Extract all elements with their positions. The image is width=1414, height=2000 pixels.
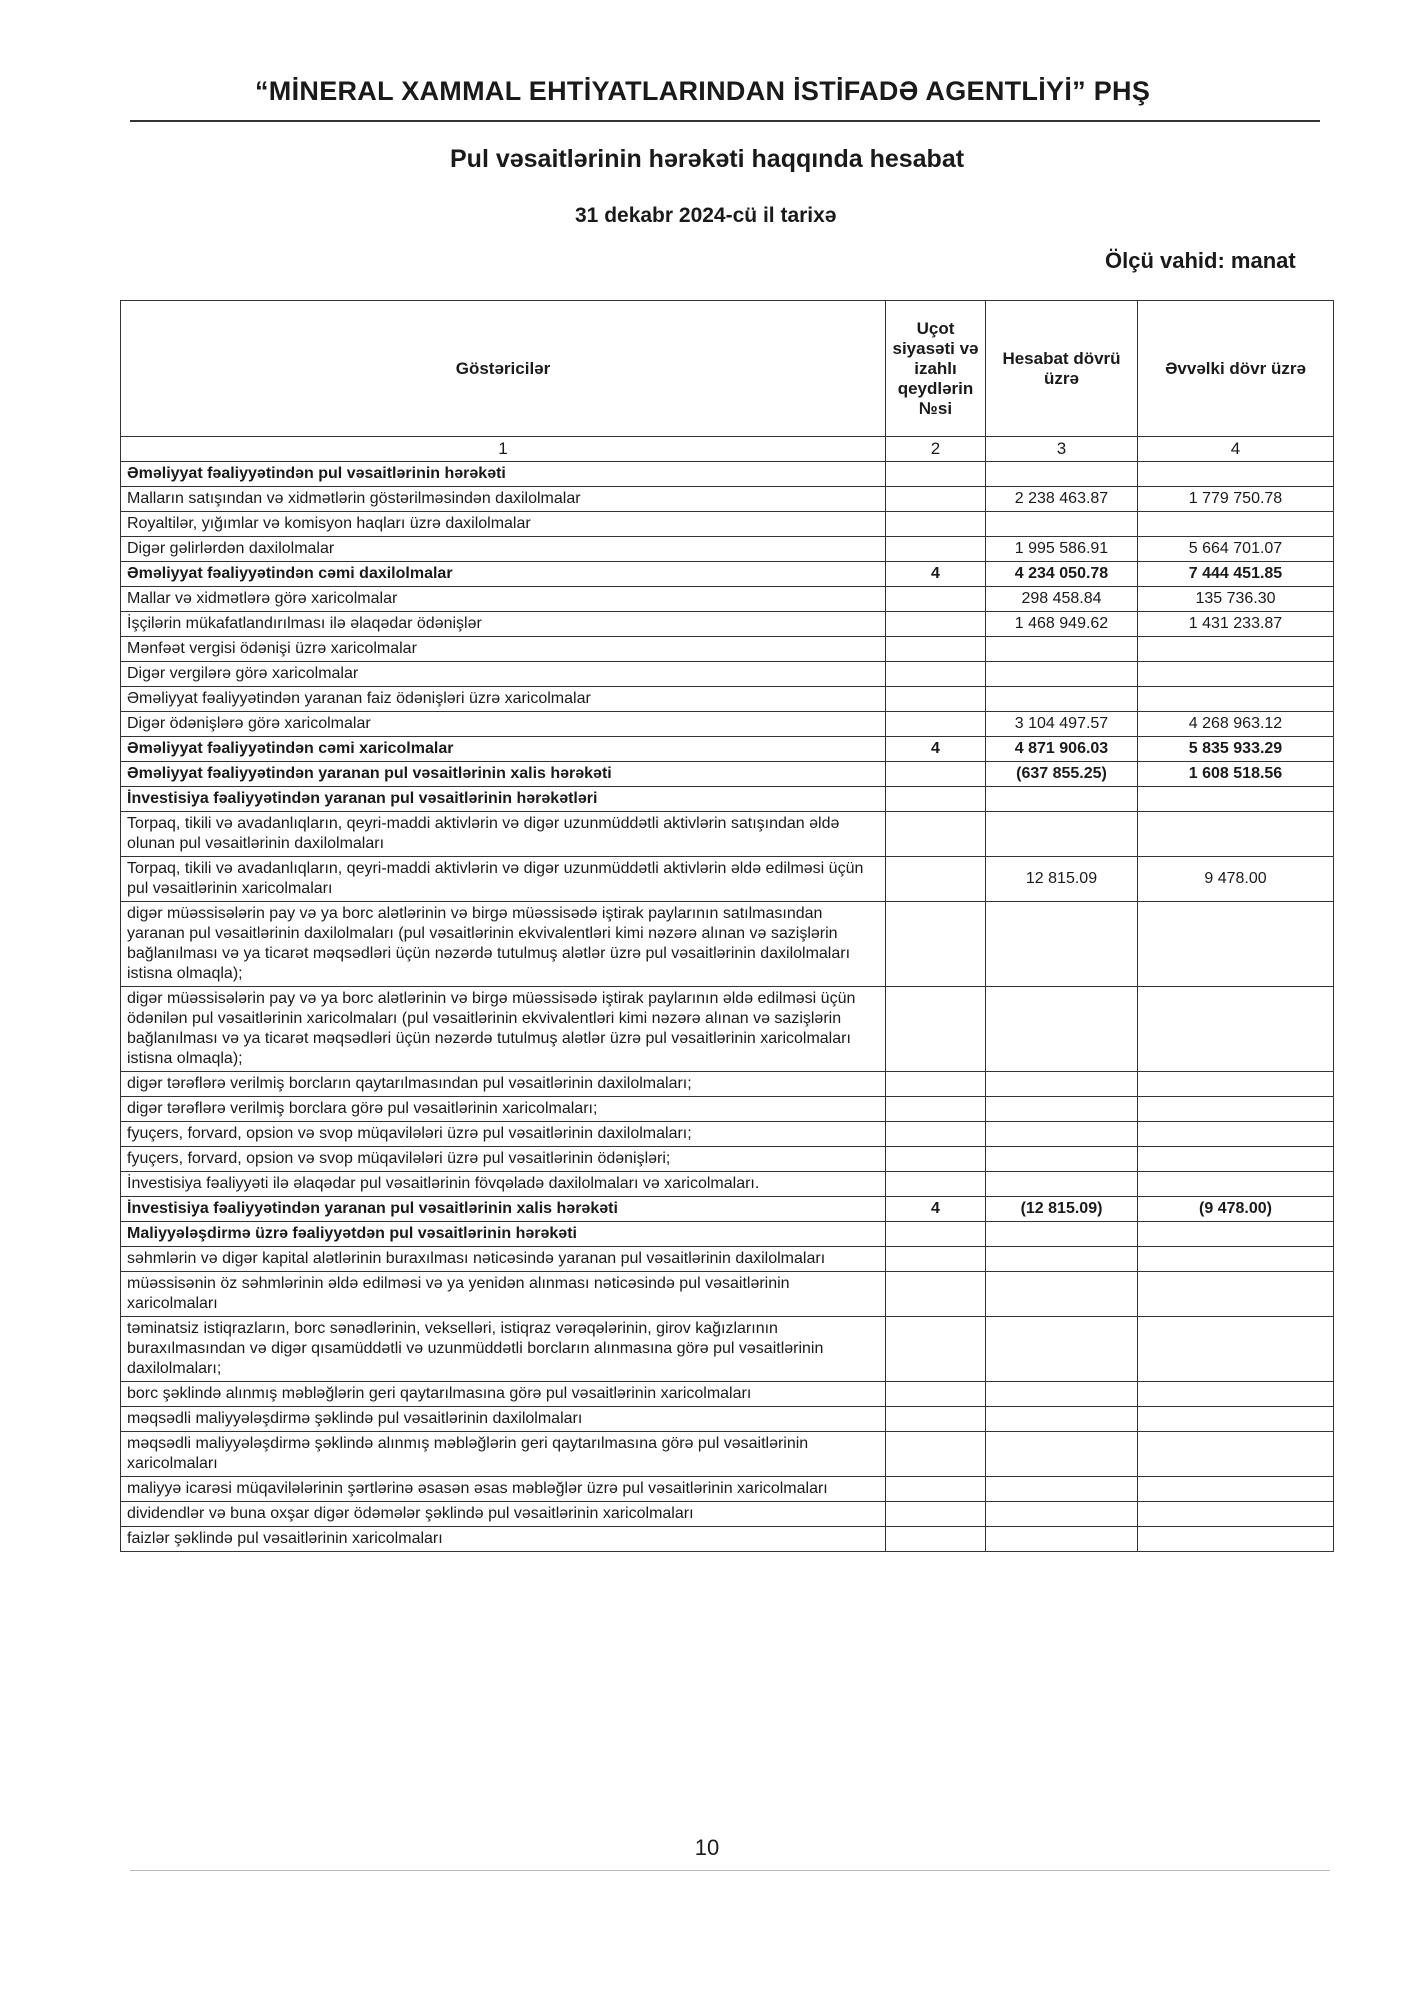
table-row xyxy=(121,712,1334,737)
row-note xyxy=(886,462,986,487)
table-row xyxy=(121,812,1334,857)
table-row xyxy=(121,662,1334,687)
row-current-period xyxy=(986,1527,1138,1552)
row-previous-period xyxy=(1138,1502,1334,1527)
row-label: dividendlər və buna oxşar digər ödəmələr şəklində pul vəsaitlərinin xaricolmaları xyxy=(121,1502,886,1527)
table-row xyxy=(121,1172,1334,1197)
row-previous-period: 135 736.30 xyxy=(1138,587,1334,612)
row-current-period: 4 234 050.78 xyxy=(986,562,1138,587)
page-number: 10 xyxy=(694,1835,720,1860)
table-row xyxy=(121,1317,1334,1382)
row-note xyxy=(886,1247,986,1272)
row-previous-period: 4 268 963.12 xyxy=(1138,712,1334,737)
row-note xyxy=(886,612,986,637)
row-previous-period: (9 478.00) xyxy=(1138,1197,1334,1222)
row-current-period xyxy=(986,1432,1138,1477)
row-previous-period: 1 608 518.56 xyxy=(1138,762,1334,787)
bottom-divider xyxy=(130,1870,1330,1871)
row-note xyxy=(886,787,986,812)
cash-flow-table xyxy=(120,300,1334,1552)
row-note xyxy=(886,712,986,737)
row-previous-period xyxy=(1138,1122,1334,1147)
column-number-row xyxy=(121,437,1334,462)
row-note xyxy=(886,762,986,787)
table-row xyxy=(121,1272,1334,1317)
row-note xyxy=(886,1407,986,1432)
table-row xyxy=(121,1382,1334,1407)
row-current-period xyxy=(986,1122,1138,1147)
row-previous-period xyxy=(1138,1147,1334,1172)
row-label: Digər vergilərə görə xaricolmalar xyxy=(121,662,886,687)
column-header-note: Uçot siyasəti və izahlı qeydlərin №si xyxy=(886,301,986,437)
row-previous-period xyxy=(1138,1527,1334,1552)
table-row xyxy=(121,987,1334,1072)
table-row xyxy=(121,1477,1334,1502)
row-previous-period xyxy=(1138,1432,1334,1477)
table-row xyxy=(121,1097,1334,1122)
row-current-period: 12 815.09 xyxy=(986,857,1138,902)
row-note xyxy=(886,1147,986,1172)
row-note: 4 xyxy=(886,737,986,762)
row-previous-period xyxy=(1138,1477,1334,1502)
row-current-period xyxy=(986,1247,1138,1272)
row-label: digər müəssisələrin pay və ya borc alətlərinin və birgə müəssisədə iştirak paylarının əldə edilməsi üçün ödənilən pul vəsaitlərinin xaricolmaları (pul vəsaitlərinin ekvivalentləri kimi nəzərə alınan və sazişlərin bağlanılması və ya ticarət məqsədləri üçün nəzərdə tutulmuş alətlər üzrə pul vəsaitlərinin xaricolmaları istisna olmaqla); xyxy=(121,987,886,1072)
column-header-current-period: Hesabat dövrü üzrə xyxy=(986,301,1138,437)
row-previous-period xyxy=(1138,1072,1334,1097)
row-label: Əməliyyat fəaliyyətindən cəmi daxilolmalar xyxy=(121,562,886,587)
row-previous-period: 1 431 233.87 xyxy=(1138,612,1334,637)
table-row xyxy=(121,1502,1334,1527)
table-row xyxy=(121,612,1334,637)
row-previous-period: 7 444 451.85 xyxy=(1138,562,1334,587)
row-current-period xyxy=(986,1072,1138,1097)
table-row xyxy=(121,1407,1334,1432)
row-label: İnvestisiya fəaliyyəti ilə əlaqədar pul vəsaitlərinin fövqəladə daxilolmaları və xaricolmaları. xyxy=(121,1172,886,1197)
table-row xyxy=(121,687,1334,712)
row-current-period xyxy=(986,512,1138,537)
table-row xyxy=(121,762,1334,787)
row-note xyxy=(886,987,986,1072)
row-note xyxy=(886,1122,986,1147)
row-label: digər müəssisələrin pay və ya borc alətlərinin və birgə müəssisədə iştirak paylarının satılmasından yaranan pul vəsaitlərinin daxilolmaları (pul vəsaitlərinin ekvivalentləri kimi nəzərə alınan və sazişlərin bağlanılması və ya ticarət məqsədləri üçün nəzərdə tutulmuş alətlər üzrə pul vəsaitlərinin daxilolmaları istisna olmaqla); xyxy=(121,902,886,987)
row-label: digər tərəflərə verilmiş borcların qaytarılmasından pul vəsaitlərinin daxilolmaları; xyxy=(121,1072,886,1097)
row-note xyxy=(886,1222,986,1247)
row-note xyxy=(886,537,986,562)
column-number: 4 xyxy=(1138,437,1334,462)
table-row xyxy=(121,857,1334,902)
table-row xyxy=(121,462,1334,487)
row-current-period xyxy=(986,462,1138,487)
row-note xyxy=(886,687,986,712)
row-previous-period: 5 664 701.07 xyxy=(1138,537,1334,562)
row-label: Mallar və xidmətlərə görə xaricolmalar xyxy=(121,587,886,612)
row-label: Royaltilər, yığımlar və komisyon haqları üzrə daxilolmalar xyxy=(121,512,886,537)
row-note xyxy=(886,1272,986,1317)
row-current-period xyxy=(986,1097,1138,1122)
table-row xyxy=(121,637,1334,662)
row-previous-period xyxy=(1138,902,1334,987)
table-header-row xyxy=(121,301,1334,437)
column-number: 1 xyxy=(121,437,886,462)
organization-name: “MİNERAL XAMMAL EHTİYATLARINDAN İSTİFADƏ AGENTLİYİ” PHŞ xyxy=(255,76,1151,106)
table-row xyxy=(121,737,1334,762)
row-label: Digər gəlirlərdən daxilolmalar xyxy=(121,537,886,562)
row-current-period: 3 104 497.57 xyxy=(986,712,1138,737)
row-previous-period xyxy=(1138,987,1334,1072)
table-row xyxy=(121,562,1334,587)
table-row xyxy=(121,1432,1334,1477)
measurement-unit: Ölçü vahid: manat xyxy=(1105,248,1296,273)
table-row xyxy=(121,512,1334,537)
row-label: maliyyə icarəsi müqavilələrinin şərtlərinə əsasən əsas məbləğlər üzrə pul vəsaitlərinin xaricolmaları xyxy=(121,1477,886,1502)
row-note xyxy=(886,637,986,662)
table-row xyxy=(121,1122,1334,1147)
table-row xyxy=(121,1247,1334,1272)
row-label: Əməliyyat fəaliyyətindən yaranan faiz ödənişləri üzrə xaricolmalar xyxy=(121,687,886,712)
row-previous-period xyxy=(1138,1382,1334,1407)
row-note xyxy=(886,1477,986,1502)
row-current-period xyxy=(986,902,1138,987)
row-note xyxy=(886,1432,986,1477)
row-previous-period xyxy=(1138,787,1334,812)
row-label: Əməliyyat fəaliyyətindən pul vəsaitlərinin hərəkəti xyxy=(121,462,886,487)
row-label: fyuçers, forvard, opsion və svop müqavilələri üzrə pul vəsaitlərinin daxilolmaları; xyxy=(121,1122,886,1147)
row-label: Malların satışından və xidmətlərin göstərilməsindən daxilolmalar xyxy=(121,487,886,512)
row-note xyxy=(886,662,986,687)
row-previous-period xyxy=(1138,687,1334,712)
row-current-period xyxy=(986,1272,1138,1317)
report-date: 31 dekabr 2024-cü il tarixə xyxy=(575,204,837,227)
row-previous-period: 5 835 933.29 xyxy=(1138,737,1334,762)
report-title: Pul vəsaitlərinin hərəkəti haqqında hesabat xyxy=(450,145,965,173)
row-previous-period xyxy=(1138,1247,1334,1272)
row-note xyxy=(886,487,986,512)
row-current-period xyxy=(986,662,1138,687)
row-note: 4 xyxy=(886,1197,986,1222)
row-label: məqsədli maliyyələşdirmə şəklində pul vəsaitlərinin daxilolmaları xyxy=(121,1407,886,1432)
row-label: Mənfəət vergisi ödənişi üzrə xaricolmalar xyxy=(121,637,886,662)
row-label: Digər ödənişlərə görə xaricolmalar xyxy=(121,712,886,737)
row-previous-period xyxy=(1138,512,1334,537)
row-label: təminatsiz istiqrazların, borc sənədlərinin, vekselləri, istiqraz vərəqələrinin, girov kağızlarının buraxılmasından və digər qısamüddətli və uzunmüddətli borcların alınmasına görə pul vəsaitlərinin daxilolmaları; xyxy=(121,1317,886,1382)
row-note xyxy=(886,1382,986,1407)
row-label: Əməliyyat fəaliyyətindən yaranan pul vəsaitlərinin xalis hərəkəti xyxy=(121,762,886,787)
row-label: Maliyyələşdirmə üzrə fəaliyyətdən pul vəsaitlərinin hərəkəti xyxy=(121,1222,886,1247)
row-previous-period xyxy=(1138,812,1334,857)
row-label: İşçilərin mükafatlandırılması ilə əlaqədar ödənişlər xyxy=(121,612,886,637)
title-underline xyxy=(130,120,1320,122)
row-label: faizlər şəklində pul vəsaitlərinin xaricolmaları xyxy=(121,1527,886,1552)
row-current-period: 1 468 949.62 xyxy=(986,612,1138,637)
row-current-period xyxy=(986,1172,1138,1197)
row-current-period xyxy=(986,1407,1138,1432)
row-label: fyuçers, forvard, opsion və svop müqavilələri üzrə pul vəsaitlərinin ödənişləri; xyxy=(121,1147,886,1172)
row-label: Torpaq, tikili və avadanlıqların, qeyri-maddi aktivlərin və digər uzunmüddətli aktivlərin əldə edilməsi üçün pul vəsaitlərinin xaricolmaları xyxy=(121,857,886,902)
row-previous-period xyxy=(1138,1317,1334,1382)
table-row xyxy=(121,1147,1334,1172)
row-note xyxy=(886,1317,986,1382)
row-note xyxy=(886,857,986,902)
column-number: 3 xyxy=(986,437,1138,462)
row-previous-period: 1 779 750.78 xyxy=(1138,487,1334,512)
column-header-indicators: Göstəricilər xyxy=(121,301,886,437)
row-current-period: 1 995 586.91 xyxy=(986,537,1138,562)
row-previous-period xyxy=(1138,1097,1334,1122)
column-header-previous-period: Əvvəlki dövr üzrə xyxy=(1138,301,1334,437)
row-note xyxy=(886,587,986,612)
row-label: İnvestisiya fəaliyyətindən yaranan pul vəsaitlərinin hərəkətləri xyxy=(121,787,886,812)
row-current-period xyxy=(986,812,1138,857)
row-note xyxy=(886,1172,986,1197)
row-current-period: 4 871 906.03 xyxy=(986,737,1138,762)
row-previous-period xyxy=(1138,1172,1334,1197)
table-row xyxy=(121,1222,1334,1247)
row-previous-period xyxy=(1138,462,1334,487)
table-row xyxy=(121,1197,1334,1222)
row-label: digər tərəflərə verilmiş borclara görə pul vəsaitlərinin xaricolmaları; xyxy=(121,1097,886,1122)
row-previous-period: 9 478.00 xyxy=(1138,857,1334,902)
row-current-period xyxy=(986,1147,1138,1172)
row-current-period xyxy=(986,687,1138,712)
row-label: məqsədli maliyyələşdirmə şəklində alınmış məbləğlərin geri qaytarılmasına görə pul vəsaitlərinin xaricolmaları xyxy=(121,1432,886,1477)
row-current-period xyxy=(986,637,1138,662)
row-current-period xyxy=(986,1222,1138,1247)
row-note: 4 xyxy=(886,562,986,587)
row-label: səhmlərin və digər kapital alətlərinin buraxılması nəticəsində yaranan pul vəsaitlərinin daxilolmaları xyxy=(121,1247,886,1272)
table-row xyxy=(121,487,1334,512)
row-current-period: 2 238 463.87 xyxy=(986,487,1138,512)
row-previous-period xyxy=(1138,1272,1334,1317)
row-note xyxy=(886,812,986,857)
row-current-period: (637 855.25) xyxy=(986,762,1138,787)
row-note xyxy=(886,902,986,987)
row-current-period xyxy=(986,1382,1138,1407)
row-current-period xyxy=(986,987,1138,1072)
row-note xyxy=(886,1502,986,1527)
row-previous-period xyxy=(1138,662,1334,687)
row-label: İnvestisiya fəaliyyətindən yaranan pul vəsaitlərinin xalis hərəkəti xyxy=(121,1197,886,1222)
row-note xyxy=(886,1072,986,1097)
table-row xyxy=(121,902,1334,987)
row-label: borc şəklində alınmış məbləğlərin geri qaytarılmasına görə pul vəsaitlərinin xaricolmaları xyxy=(121,1382,886,1407)
table-row xyxy=(121,1072,1334,1097)
row-previous-period xyxy=(1138,637,1334,662)
table-row xyxy=(121,587,1334,612)
row-previous-period xyxy=(1138,1222,1334,1247)
table-row xyxy=(121,787,1334,812)
table-row xyxy=(121,537,1334,562)
row-label: müəssisənin öz səhmlərinin əldə edilməsi və ya yenidən alınması nəticəsində pul vəsaitlərinin xaricolmaları xyxy=(121,1272,886,1317)
row-current-period xyxy=(986,1502,1138,1527)
column-number: 2 xyxy=(886,437,986,462)
row-previous-period xyxy=(1138,1407,1334,1432)
table-row xyxy=(121,1527,1334,1552)
row-current-period xyxy=(986,1477,1138,1502)
row-label: Torpaq, tikili və avadanlıqların, qeyri-maddi aktivlərin və digər uzunmüddətli aktivlərin satışından əldə olunan pul vəsaitlərinin daxilolmaları xyxy=(121,812,886,857)
row-current-period: 298 458.84 xyxy=(986,587,1138,612)
row-note xyxy=(886,1097,986,1122)
row-note xyxy=(886,1527,986,1552)
row-label: Əməliyyat fəaliyyətindən cəmi xaricolmalar xyxy=(121,737,886,762)
row-note xyxy=(886,512,986,537)
row-current-period xyxy=(986,787,1138,812)
row-current-period: (12 815.09) xyxy=(986,1197,1138,1222)
row-current-period xyxy=(986,1317,1138,1382)
